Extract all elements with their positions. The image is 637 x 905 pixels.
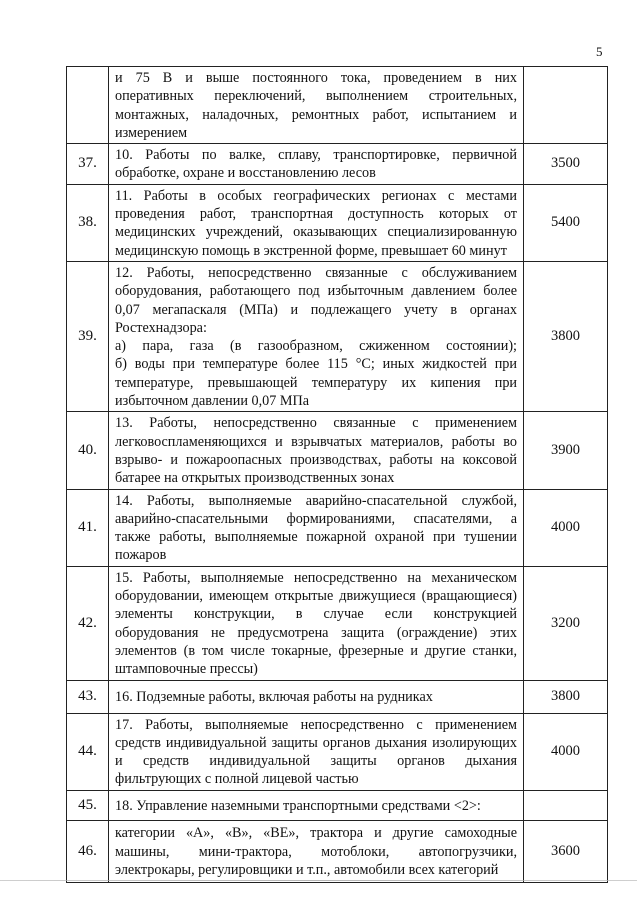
table-row [67,820,608,882]
work-description [109,680,524,713]
description-line: элементов (в том числе токарные, фрезерные и другие станки, [115,642,517,659]
work-description [109,144,524,185]
description-line: также работы, выполняемые пожарной охраной при тушении [115,529,517,546]
row-number: 43. [67,680,109,713]
description-line: машины, мини-трактора, мотоблоки, автопогрузчики, [115,843,517,860]
description-line: батарее на открытых производственных зонах [115,470,395,487]
description-line: 15. Работы, выполняемые непосредственно на механическом [115,569,517,586]
work-description [109,489,524,566]
description-line: оборудования не предусмотрена защита (ограждение) этих [115,624,517,641]
scan-edge-line [0,880,637,881]
description-line: 10. Работы по валке, сплаву, транспортировке, первичной [115,147,517,164]
description-line: электрокары, регулировщики и т.п., автомобили всех категорий [115,861,499,878]
page-number: 5 [596,44,603,59]
rate-value: 3500 [524,144,608,185]
row-number: 46. [67,820,109,882]
rate-value: 3200 [524,566,608,680]
description-line: б) воды при температуре более 115 °С; иных жидкостей при [115,356,517,373]
row-number: 38. [67,184,109,261]
table-row [67,713,608,790]
rates-table [66,66,608,883]
description-line: 14. Работы, выполняемые аварийно-спасательной службой, [115,492,517,509]
description-line: 17. Работы, выполняемые непосредственно с применением [115,716,517,733]
rate-value [524,67,608,144]
description-line: 13. Работы, непосредственно связанные с применением [115,415,517,432]
description-line: избыточном давлении 0,07 МПа [115,393,310,410]
description-line: 16. Подземные работы, включая работы на рудниках [115,688,433,705]
work-description [109,820,524,882]
description-line: легковоспламеняющихся и взрывчатых материалов, работы во [115,433,517,450]
row-number: 40. [67,412,109,489]
description-line: элементы конструкции, в случае если конструкцией [115,606,517,623]
table-row [67,566,608,680]
description-line: а) пара, газа (в газообразном, сжиженном состоянии); [115,338,517,355]
rate-value: 3800 [524,680,608,713]
description-line: и средств индивидуальной защиты органов дыхания [115,753,517,770]
description-line: аварийно-спасательными формированиями, спасателями, а [115,510,517,527]
rate-value: 3600 [524,820,608,882]
work-description [109,790,524,820]
row-number: 41. [67,489,109,566]
work-description [109,261,524,411]
rate-value [524,790,608,820]
row-number: 37. [67,144,109,185]
description-line: температуре, превышающей температуру их кипения при [115,374,517,391]
rate-value: 4000 [524,489,608,566]
description-line: и 75 В и выше постоянного тока, проведением в них [115,70,517,86]
description-line: средств индивидуальной защиты органов дыхания изолирующих [115,734,517,751]
description-line: категории «А», «В», «ВЕ», трактора и другие самоходные [115,825,517,842]
description-line: взрыво- и пожароопасных производствах, работы на коксовой [115,451,517,468]
work-description [109,566,524,680]
rate-value: 5400 [524,184,608,261]
description-line: медицинских учреждений, оказывающих специализированную [115,224,517,241]
table-row [67,144,608,185]
rate-value: 4000 [524,713,608,790]
row-number: 44. [67,713,109,790]
description-line: измерением [115,124,188,141]
row-number [67,67,109,144]
description-line: проведения работ, транспортная доступность которых от [115,206,517,223]
rates-table-body [67,67,608,883]
description-line: Ростехнадзора: [115,319,207,336]
table-row [67,412,608,489]
description-line: обработке, охране и восстановлению лесов [115,165,376,182]
description-line: 0,07 мегапаскаля (МПа) и подлежащего учету в органах [115,301,517,318]
table-row [67,261,608,411]
work-description [109,67,524,144]
description-line: 11. Работы в особых географических регионах с местами [115,187,517,204]
table-row [67,184,608,261]
description-line: 18. Управление наземными транспортными средствами <2>: [115,797,481,814]
description-line: штамповочные прессы) [115,661,258,678]
rate-value: 3800 [524,261,608,411]
table-row [67,790,608,820]
table-row [67,489,608,566]
table-row [67,67,608,144]
work-description [109,184,524,261]
work-description [109,412,524,489]
row-number: 39. [67,261,109,411]
description-line: оборудования, работающего под избыточным давлением более [115,283,517,300]
work-description [109,713,524,790]
rate-value: 3900 [524,412,608,489]
description-line: фильтрующих с полной лицевой частью [115,771,359,788]
description-line: оборудовании, имеющем открытые движущиеся (вращающиеся) [115,588,517,605]
description-line: 12. Работы, непосредственно связанные с обслуживанием [115,264,517,281]
description-line: оперативных переключений, выполнением строительных, [115,88,517,105]
table-row [67,680,608,713]
description-line: монтажных, наладочных, ремонтных работ, испытанием и [115,106,517,123]
description-line: медицинскую помощь в экстренной форме, превышает 60 минут [115,242,507,259]
description-line: пожаров [115,547,167,564]
row-number: 45. [67,790,109,820]
row-number: 42. [67,566,109,680]
